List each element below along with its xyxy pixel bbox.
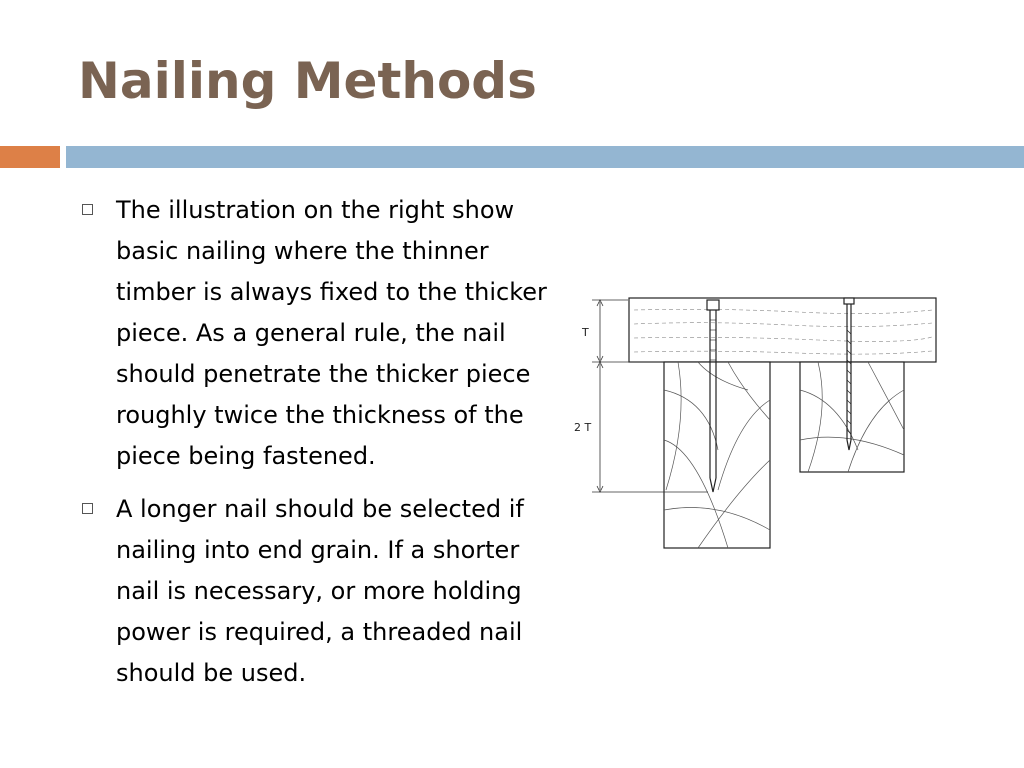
thick-timber-left <box>664 362 770 548</box>
bullet-text: A longer nail should be selected if nailing into end grain. If a shorter nail is necessary, or more holding power is required, a threaded nail should be used. <box>116 495 524 687</box>
dimension-label-t: T <box>582 326 589 339</box>
accent-bar-orange <box>0 146 60 168</box>
bullet-list <box>80 190 570 706</box>
square-bullet-icon <box>82 204 93 215</box>
slide-title: Nailing Methods <box>78 52 537 110</box>
dimension-label-2t: 2 T <box>574 421 592 434</box>
bullet-item <box>80 190 570 477</box>
bullet-text: The illustration on the right show basic nailing where the thinner timber is always fixed to the thicker piece. As a general rule, the nail should penetrate the thicker piece roughly twice the thickness of the piece being fastened. <box>116 196 547 470</box>
thick-timber-right <box>800 362 904 472</box>
square-bullet-icon <box>82 503 93 514</box>
accent-bar-blue <box>66 146 1024 168</box>
bullet-item <box>80 489 570 694</box>
nailing-illustration <box>568 290 948 556</box>
